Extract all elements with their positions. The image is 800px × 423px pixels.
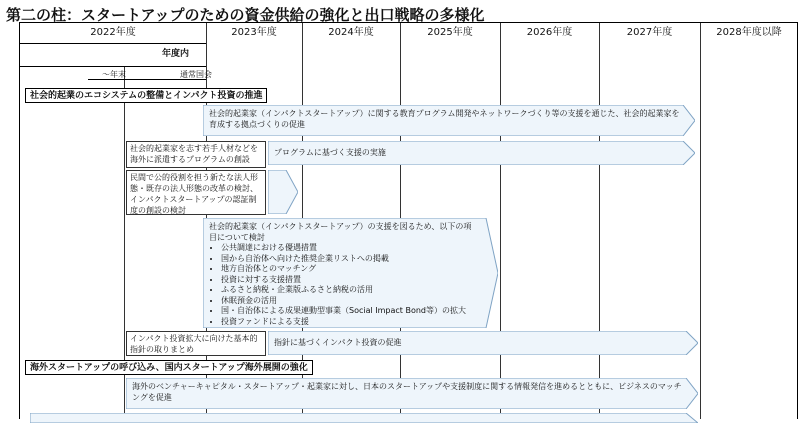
list-item: • ふるさと納税・企業版ふるさと納税の活用 — [221, 285, 478, 296]
row6-arrow — [126, 378, 698, 409]
row7-arrow-partial — [30, 413, 698, 423]
header-rule — [20, 43, 206, 44]
row5-arrow — [268, 331, 698, 355]
year-header-2025: 2025年度 — [427, 27, 473, 38]
row4-intro: 社会的起業家（インパクトスタートアップ）の支援を図るため、以下の項目について検討 — [209, 222, 472, 242]
divider-2028 — [700, 23, 701, 419]
year-header-2027: 2027年度 — [626, 27, 673, 38]
row4-item-list — [209, 243, 478, 327]
list-item: • 投資ファンドによる支援 — [221, 317, 478, 328]
section-heading-social-startup: 社会的起業のエコシステムの整備とインパクト投資の推進 — [25, 88, 267, 103]
row5-box: インパクト投資拡大に向けた基本的指針の取りまとめ — [126, 331, 266, 356]
row1-arrow-text: 社会的起業家（インパクトスタートアップ）に関する教育プログラム開発やネットワークづくり等の支援を通じた、社会的起業家を育成する拠点づくりの促進 — [209, 109, 680, 129]
row6-arrow-text: 海外のベンチャーキャピタル・スタートアップ・起業家に対し、日本のスタートアップや支援制度に関する情報発信を進めるとともに、ビジネスのマッチングを促進 — [132, 382, 682, 402]
row2-arrow-text: プログラムに基づく支援の実施 — [274, 148, 386, 157]
year-header-2028: 2028年度以降 — [716, 27, 782, 38]
list-item: • 国から自治体へ向けた推奨企業リストへの掲載 — [221, 254, 478, 265]
header-rule-2 — [20, 66, 206, 67]
list-item: • 公共調達における優遇措置 — [221, 243, 478, 254]
year-header-2022: 2022年度 — [90, 27, 136, 38]
phase-ordinary-diet: 通常国会 — [180, 70, 212, 79]
row4-arrow — [203, 218, 498, 328]
list-item: • 国・自治体による成果連動型事業（Social Impact Bond等）の拡大 — [221, 306, 478, 317]
row1-arrow — [203, 105, 695, 136]
year-header-2023: 2023年度 — [231, 27, 277, 38]
row5-arrow-text: 指針に基づくインパクト投資の促進 — [274, 338, 402, 347]
page-title: 第二の柱：スタートアップのための資金供給の強化と出口戦略の多様化 — [6, 6, 485, 24]
row3-box: 民間で公的役割を担う新たな法人形態・既存の法人形態の改革の検討、インパクトスタートアップの認証制度の創設の検討 — [126, 170, 266, 215]
phase-bracket-2 — [160, 79, 206, 80]
phase-bracket-1 — [88, 79, 160, 80]
list-item: • 投資に対する支援措置 — [221, 275, 478, 286]
row2-arrow — [268, 141, 695, 165]
section-heading-overseas-startup: 海外スタートアップの呼び込み、国内スタートアップ海外展開の強化 — [25, 360, 313, 375]
list-item: • 休眠預金の活用 — [221, 296, 478, 307]
list-item: • 地方自治体とのマッチング — [221, 264, 478, 275]
row3-arrow — [268, 170, 298, 214]
row2-box: 社会的起業家を志す若手人材などを海外に派遣するプログラムの創設 — [126, 141, 266, 168]
divider-2026 — [500, 23, 501, 419]
divider-2027 — [599, 23, 600, 419]
year-header-2024: 2024年度 — [328, 27, 374, 38]
year-header-2026: 2026年度 — [526, 27, 573, 38]
within-year-label: 年度内 — [162, 49, 190, 59]
phase-end-of-year: ～年末 — [102, 70, 126, 79]
